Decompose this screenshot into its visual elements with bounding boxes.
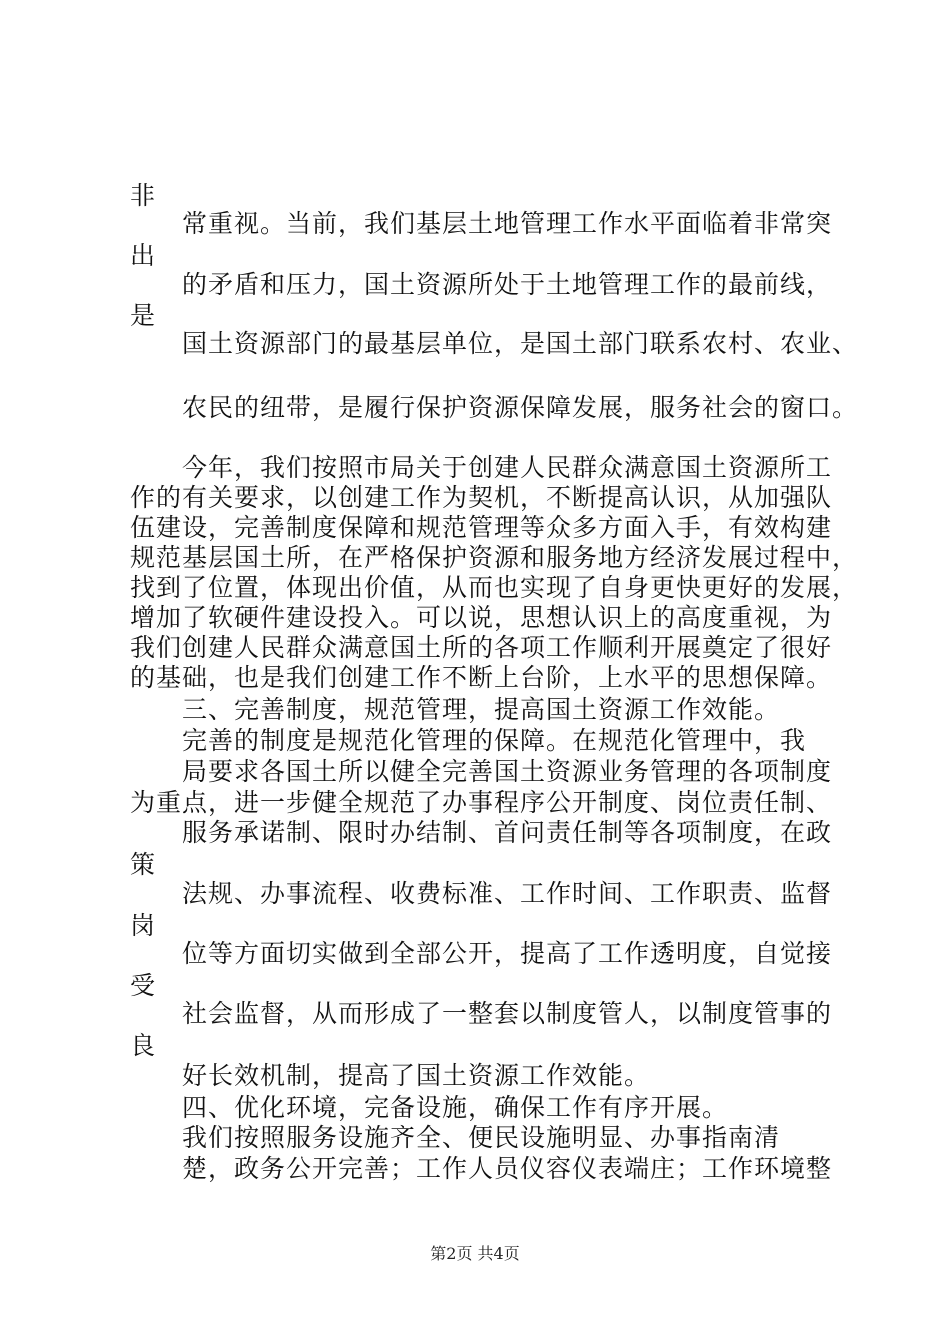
- text-line: 局要求各国土所以健全完善国土资源业务管理的各项制度: [182, 757, 833, 786]
- text-line: 增加了软硬件建设投入。可以说，思想认识上的高度重视，为: [130, 603, 833, 632]
- text-line: 作的有关要求，以创建工作为契机，不断提高认识，从加强队: [130, 483, 833, 512]
- text-line: 完善的制度是规范化管理的保障。在规范化管理中，我: [182, 726, 807, 755]
- text-line: 农民的纽带，是履行保护资源保障发展，服务社会的窗口。: [182, 393, 859, 422]
- text-line: 我们按照服务设施齐全、便民设施明显、办事指南清: [182, 1123, 781, 1152]
- text-line: 的矛盾和压力，国土资源所处于土地管理工作的最前线，: [182, 270, 833, 299]
- text-line: 我们创建人民群众满意国土所的各项工作顺利开展奠定了很好: [130, 633, 833, 662]
- text-line: 出: [130, 241, 157, 270]
- text-line: 岗: [130, 911, 157, 940]
- section-heading: 四、优化环境，完备设施，确保工作有序开展。: [182, 1093, 729, 1122]
- page-footer: 第2页 共4页: [430, 1244, 520, 1263]
- text-line: 好长效机制，提高了国土资源工作效能。: [182, 1061, 651, 1090]
- text-line: 位等方面切实做到全部公开，提高了工作透明度，自觉接: [182, 939, 833, 968]
- text-line: 良: [130, 1031, 157, 1060]
- text-line: 策: [130, 850, 157, 879]
- text-line: 常重视。当前，我们基层土地管理工作水平面临着非常突: [182, 209, 833, 238]
- text-line: 为重点，进一步健全规范了办事程序公开制度、岗位责任制、: [130, 788, 833, 817]
- section-heading: 三、完善制度，规范管理，提高国土资源工作效能。: [182, 695, 781, 724]
- text-line: 的基础，也是我们创建工作不断上台阶，上水平的思想保障。: [130, 663, 833, 692]
- text-line: 楚，政务公开完善；工作人员仪容仪表端庄；工作环境整: [182, 1154, 833, 1183]
- text-line: 今年，我们按照市局关于创建人民群众满意国土资源所工: [182, 453, 833, 482]
- text-line: 非: [130, 181, 157, 210]
- text-line: 规范基层国土所，在严格保护资源和服务地方经济发展过程中，: [130, 543, 859, 572]
- text-line: 找到了位置，体现出价值，从而也实现了自身更快更好的发展，: [130, 573, 859, 602]
- text-line: 社会监督，从而形成了一整套以制度管人，以制度管事的: [182, 999, 833, 1028]
- text-line: 国土资源部门的最基层单位，是国土部门联系农村、农业、: [182, 329, 859, 358]
- text-line: 是: [130, 301, 157, 330]
- text-line: 服务承诺制、限时办结制、首问责任制等各项制度，在政: [182, 818, 833, 847]
- text-line: 法规、办事流程、收费标准、工作时间、工作职责、监督: [182, 879, 833, 908]
- text-line: 受: [130, 971, 157, 1000]
- text-line: 伍建设，完善制度保障和规范管理等众多方面入手，有效构建: [130, 513, 833, 542]
